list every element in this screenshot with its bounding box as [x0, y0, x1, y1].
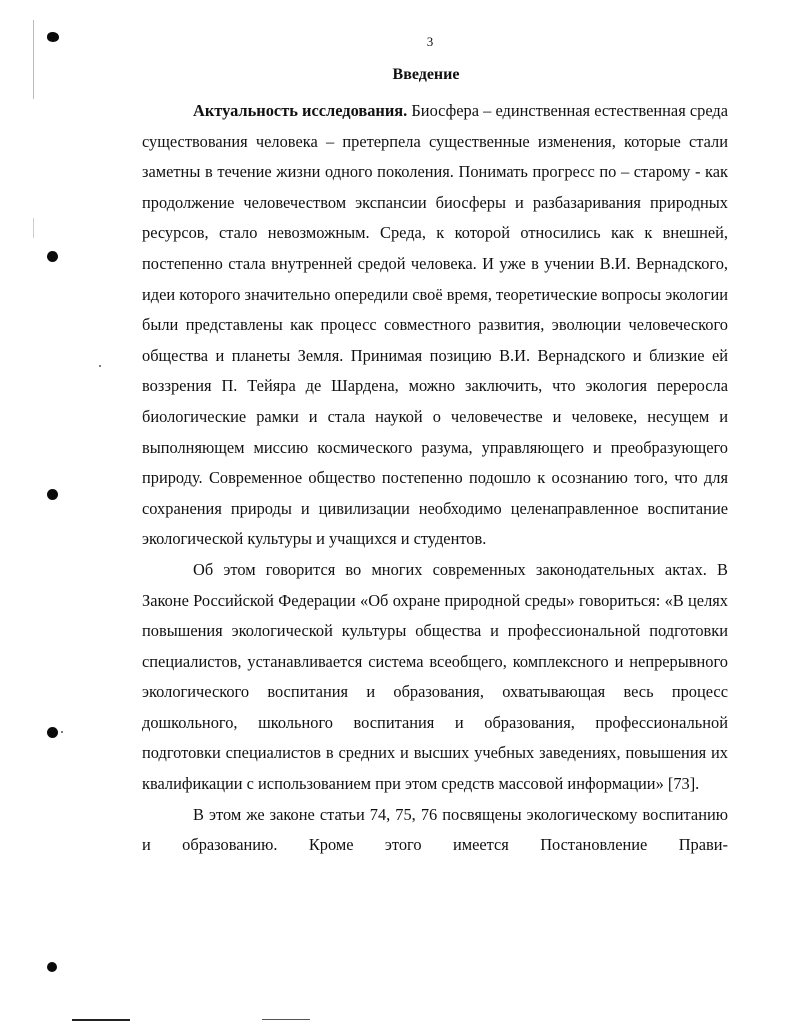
section-heading: Введение [392, 66, 460, 83]
paragraph-law-articles [142, 800, 728, 861]
scan-bottom-mark [72, 1019, 130, 1021]
body-text [142, 96, 728, 861]
paragraph-body: В этом же законе статьи 74, 75, 76 посвящены экологическому воспитанию и образованию. Кроме этого имеется Постановление Прави- [142, 804, 728, 855]
page-number: 3 [426, 34, 434, 49]
paragraph-relevance [142, 96, 728, 555]
paragraph-body: Биосфера – единственная естественная среда существования человека – претерпела существенные изменения, которые стали заметны в течение жизни одного поколения. Понимать прогресс по – старому - как продолжение человечеством экспансии биосферы и разбазаривания природных ресурсов, стало невозможным. Среда, к которой относились как к внешней, постепенно стала внутренней средой человека. И уже в учении В.И. Вернадского, идеи которого значительно опередили своё время, теоретические вопросы экологии были представлены как процесс совместного развития, эволюции человеческого общества и планеты Земля. Принимая позицию В.И. Вернадского и близкие ей воззрения П. Тейяра де Шардена, можно заключить, что экология переросла биологические рамки и стала наукой о человечестве и человеке, несущем и выполняющем миссию космического разума, управляющего и преобразующего природу. Современное общество постепенно подошло к осознанию того, что для сохранения природы и цивилизации необходимо целенаправленное воспитание экологической культуры и учащихся и студентов. [142, 101, 728, 549]
paragraph-legislation [142, 555, 728, 800]
scan-speck [61, 731, 63, 733]
binder-hole-mark [47, 489, 58, 500]
scan-edge-line [33, 20, 34, 1010]
binder-hole-mark [47, 962, 57, 972]
scan-speck [99, 365, 101, 367]
paragraph-lead: Актуальность исследования. [193, 101, 408, 120]
binder-hole-mark [47, 727, 58, 738]
paragraph-body: Об этом говорится во многих современных законодательных актах. В Законе Российской Федерации «Об охране природной среды» говориться: «В целях повышения экологической культуры общества и профессиональной подготовки специалистов, устанавливается система всеобщего, комплексного и непрерывного экологического воспитания и образования, охватывающая весь процесс дошкольного, школьного воспитания и образования, профессиональной подготовки специалистов в средних и высших учебных заведениях, повышения их квалификации с использованием при этом средств массовой информации» [73]. [142, 559, 728, 794]
binder-hole-mark [47, 251, 58, 262]
scan-bottom-mark [262, 1019, 310, 1020]
